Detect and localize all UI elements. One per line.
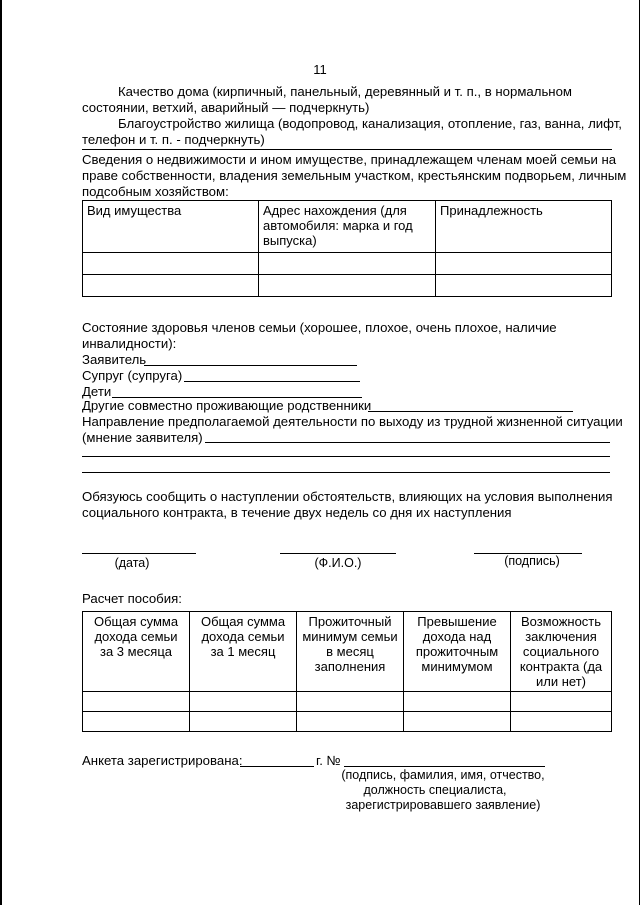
table-cell[interactable] xyxy=(297,712,404,732)
table-row xyxy=(83,692,612,712)
allowance-header-1month: Общая сумма дохода семьи за 1 месяц xyxy=(190,612,297,692)
table-cell[interactable] xyxy=(436,253,612,275)
table-cell[interactable] xyxy=(190,712,297,732)
separator-line xyxy=(82,149,612,150)
table-cell[interactable] xyxy=(83,253,259,275)
table-cell[interactable] xyxy=(297,692,404,712)
table-cell[interactable] xyxy=(83,692,190,712)
property-header-owner: Принадлежность xyxy=(436,201,612,253)
house-quality-line1: Качество дома (кирпичный, панельный, деревянный и т. п., в нормальном xyxy=(118,84,572,99)
table-cell[interactable] xyxy=(259,275,436,297)
obligation-line1: Обязуюсь сообщить о наступлении обстоятельств, влияющих на условия выполнения xyxy=(82,489,613,504)
table-cell[interactable] xyxy=(511,712,612,732)
applicant-label: Заявитель xyxy=(82,352,147,367)
allowance-header-minimum: Прожиточный минимум семьи в месяц заполнения xyxy=(297,612,404,692)
date-field[interactable] xyxy=(82,553,196,554)
fio-field[interactable] xyxy=(280,553,396,554)
applicant-field[interactable] xyxy=(144,365,357,366)
direction-field[interactable] xyxy=(205,442,610,443)
property-table xyxy=(82,200,612,297)
table-row xyxy=(83,253,612,275)
relatives-field[interactable] xyxy=(368,411,573,412)
house-amenities-line2: телефон и т. п. - подчеркнуть) xyxy=(82,132,265,147)
table-cell[interactable] xyxy=(83,275,259,297)
health-line1: Состояние здоровья членов семьи (хорошее, плохое, очень плохое, наличие xyxy=(82,320,557,335)
health-line2: инвалидности): xyxy=(82,336,177,351)
allowance-header-contract: Возможность заключения социального контракта (да или нет) xyxy=(511,612,612,692)
allowance-header-excess: Превышение дохода над прожиточным минимумом xyxy=(404,612,511,692)
registration-caption-line1: (подпись, фамилия, имя, отчество, xyxy=(341,768,545,782)
house-quality-line2: состоянии, ветхий, аварийный — подчеркнуть) xyxy=(82,100,370,115)
table-cell[interactable] xyxy=(436,275,612,297)
registration-number-field[interactable] xyxy=(344,766,545,767)
registration-date-field[interactable] xyxy=(240,766,314,767)
relatives-label: Другие совместно проживающие родственники xyxy=(82,398,372,413)
table-cell[interactable] xyxy=(190,692,297,712)
table-cell[interactable] xyxy=(511,692,612,712)
table-cell[interactable] xyxy=(83,712,190,732)
registration-number-label: г. № xyxy=(316,753,341,768)
direction-field-line2[interactable] xyxy=(82,456,610,457)
allowance-table xyxy=(82,611,612,732)
registration-label: Анкета зарегистрирована: xyxy=(82,753,243,768)
property-line3: подсобным хозяйством: xyxy=(82,184,229,199)
obligation-line2: социального контракта, в течение двух недель со дня их наступления xyxy=(82,505,512,520)
property-line1: Сведения о недвижимости и ином имуществе, принадлежащем членам моей семьи на xyxy=(82,152,617,167)
table-cell[interactable] xyxy=(404,692,511,712)
allowance-header-row xyxy=(83,612,612,692)
table-row xyxy=(83,275,612,297)
property-header-kind: Вид имущества xyxy=(83,201,259,253)
fio-caption: (Ф.И.О.) xyxy=(314,556,362,570)
date-caption: (дата) xyxy=(114,556,150,570)
property-header-address: Адрес нахождения (для автомобиля: марка и год выпуска) xyxy=(259,201,436,253)
property-table-header-row xyxy=(83,201,612,253)
children-label: Дети xyxy=(82,384,112,399)
direction-line1: Направление предполагаемой деятельности по выходу из трудной жизненной ситуации xyxy=(82,414,623,429)
direction-field-line3[interactable] xyxy=(82,472,610,473)
table-cell[interactable] xyxy=(404,712,511,732)
registration-caption-line2: должность специалиста, xyxy=(363,783,507,797)
property-line2: праве собственности, владения земельным участком, крестьянским подворьем, личным xyxy=(82,168,627,183)
spouse-field[interactable] xyxy=(184,381,360,382)
allowance-header-3months: Общая сумма дохода семьи за 3 месяца xyxy=(83,612,190,692)
table-cell[interactable] xyxy=(259,253,436,275)
signature-caption: (подпись) xyxy=(504,554,560,568)
page-number: 11 xyxy=(313,62,327,77)
page-border-left xyxy=(0,0,2,905)
spouse-label: Супруг (супруга) xyxy=(82,368,183,383)
house-amenities-line1: Благоустройство жилища (водопровод, канализация, отопление, газ, ванна, лифт, xyxy=(118,116,622,131)
allowance-title: Расчет пособия: xyxy=(82,591,182,606)
direction-line2: (мнение заявителя) xyxy=(82,430,203,445)
table-row xyxy=(83,712,612,732)
registration-caption-line3: зарегистрировавшего заявление) xyxy=(345,798,541,812)
